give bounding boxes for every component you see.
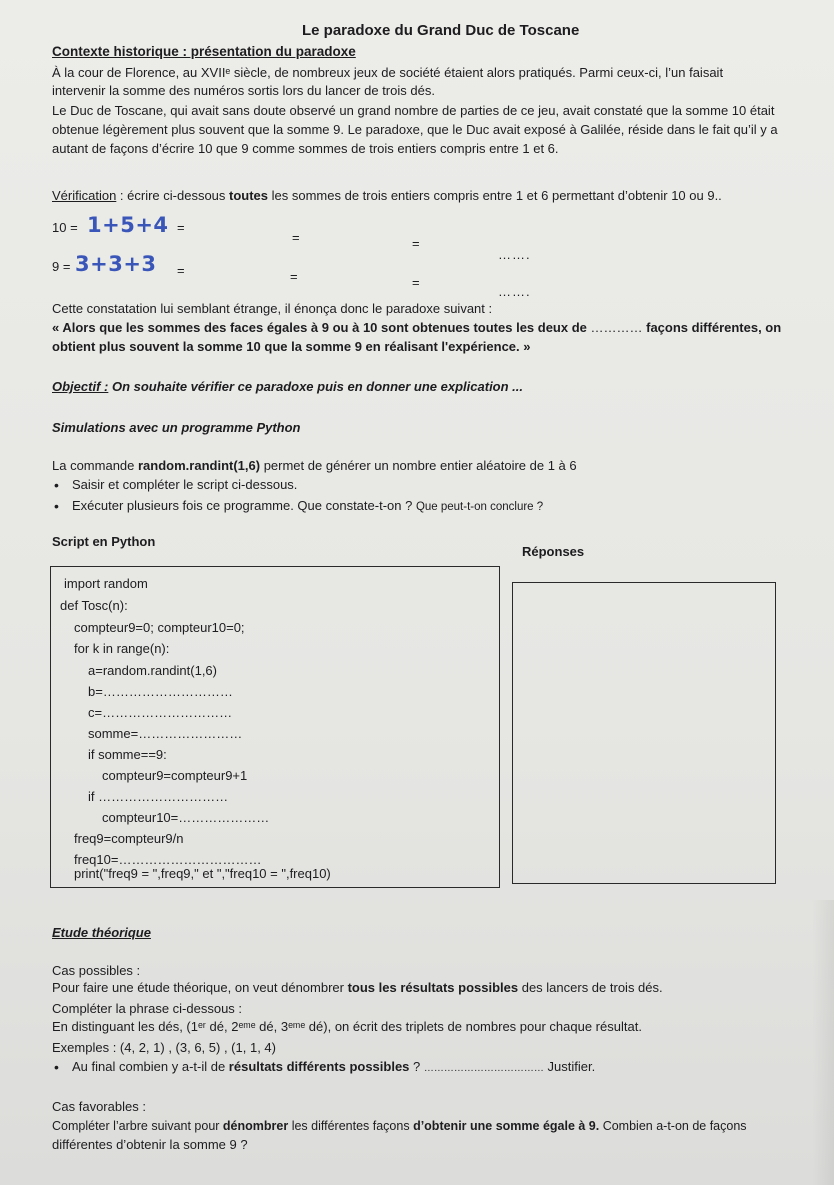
row10-eq-1: = (177, 220, 185, 235)
cp-text-c: des lancers de trois dés. (518, 980, 663, 995)
code-line: if ………………………… (88, 789, 229, 804)
objectif-text: On souhaite vérifier ce paradoxe puis en donner une explication ... (108, 379, 524, 394)
paradox-statement-line1 (52, 319, 781, 337)
answers-label: Réponses (522, 544, 585, 559)
row10-eq-2: = (292, 230, 300, 245)
bullet-execute-text: Exécuter plusieurs fois ce programme. Que constate-t-on ? (72, 498, 416, 513)
code-line: freq9=compteur9/n (74, 831, 184, 846)
complete-phrase: Compléter la phrase ci-dessous : (52, 1001, 243, 1016)
verification-instruction (52, 187, 722, 205)
verification-text-bold: toutes (229, 188, 269, 203)
justify-text: Justifier. (543, 1059, 596, 1074)
row10-eq-3: = (412, 236, 420, 251)
row9-dots: ……. (498, 284, 531, 299)
context-line: obtenue légèrement plus souvent que la somme 9. Le paradoxe, que le Duc avait exposé à Galilée, réside dans le fait qu’il y a (52, 122, 778, 137)
code-line: if somme==9: (88, 747, 167, 762)
row10-label: 10 = (52, 220, 78, 235)
randint-text-a: La commande (52, 458, 138, 473)
possible-text-a: Au final combien y a-t-il de (72, 1059, 229, 1074)
row9-label: 9 = (52, 259, 71, 274)
context-line: À la cour de Florence, au XVIIᵉ siècle, de nombreux jeux de société étaient alors pratiqués. Parmi ceux-ci, l’un faisait (52, 65, 724, 80)
bullet-conclude-text: Que peut-t-on conclure ? (415, 501, 544, 513)
code-line: freq10=…………………………… (74, 852, 262, 867)
row9-eq-2: = (290, 269, 298, 284)
theory-heading: Etude théorique (52, 925, 151, 940)
answers-box[interactable] (512, 582, 776, 884)
possible-text-b: résultats différents possibles (228, 1059, 410, 1074)
randint-description (52, 457, 577, 475)
row10-dots: ……. (498, 247, 531, 262)
cas-favorables-line1 (52, 1117, 747, 1135)
cf-text-a: Compléter l’arbre suivant pour (52, 1119, 223, 1133)
constatation-line1: Cette constatation lui semblant étrange, il énonça donc le paradoxe suivant : (52, 301, 493, 316)
cp-text-a: Pour faire une étude théorique, on veut dénombrer (52, 980, 348, 995)
paradox-statement-line2: obtient plus souvent la somme 10 que la somme 9 en réalisant l'expérience. » (52, 339, 531, 354)
code-line: compteur10=………………… (102, 810, 270, 825)
page-edge-shadow (812, 900, 834, 1185)
row9-eq-1: = (177, 263, 185, 278)
bullet-complete-script: • Saisir et compléter le script ci-dessous. (72, 476, 297, 494)
code-line: import random (64, 576, 148, 591)
context-line: autant de façons d’écrire 10 que 9 comme sommes de trois entiers compris entre 1 et 6. (52, 141, 559, 156)
code-line: somme=…………………… (88, 726, 243, 741)
randint-text-c: permet de générer un nombre entier aléatoire de 1 à 6 (260, 458, 577, 473)
bullet-possible-results (72, 1058, 595, 1078)
objectif-line (52, 378, 523, 396)
paradox-text-a: « Alors que les sommes des faces égales à 9 ou à 10 sont obtenues toutes les deux de (52, 320, 591, 335)
verification-label: Vérification (52, 188, 117, 203)
verification-text-pre: : écrire ci-dessous (116, 188, 230, 203)
code-line: b=………………………… (88, 684, 233, 699)
code-line: print("freq9 = ",freq9," et ","freq10 = ",freq10) (74, 866, 331, 881)
page-title: Le paradoxe du Grand Duc de Toscane (302, 22, 580, 39)
code-line: for k in range(n): (74, 641, 170, 656)
code-line: compteur9=compteur9+1 (102, 768, 248, 783)
objectif-label: Objectif : (52, 379, 109, 394)
paradox-text-b: façons différentes, on (642, 320, 782, 335)
randint-command: random.randint(1,6) (138, 458, 261, 473)
cp-text-b: tous les résultats possibles (347, 980, 519, 995)
cas-possibles-label: Cas possibles : (52, 963, 141, 978)
simulations-heading: Simulations avec un programme Python (52, 420, 301, 435)
code-line: a=random.randint(1,6) (88, 663, 217, 678)
possible-blank: ……………………………… (423, 1063, 544, 1074)
context-line: Le Duc de Toscane, qui avait sans doute observé un grand nombre de parties de ce jeu, avait constaté que la somme 10 était (52, 103, 775, 118)
cas-possibles-line (52, 979, 663, 997)
cas-favorables-line2: différentes d’obtenir la somme 9 ? (52, 1137, 248, 1152)
cf-text-b: dénombrer (222, 1119, 289, 1133)
possible-text-c: ? (409, 1059, 424, 1074)
examples-line: Exemples : (4, 2, 1) , (3, 6, 5) , (1, 1, 4) (52, 1040, 276, 1055)
cf-text-d: d’obtenir une somme égale à 9. (413, 1119, 600, 1133)
bullet-execute-program (72, 497, 543, 516)
verification-text-post: les sommes de trois entiers compris entre 1 et 6 permettant d’obtenir 10 ou 9.. (268, 188, 722, 203)
code-line: def Tosc(n): (60, 598, 128, 613)
cf-text-e: Combien a-t-on de façons (599, 1119, 747, 1133)
context-heading: Contexte historique : présentation du paradoxe (52, 44, 356, 59)
context-line: intervenir la somme des numéros sortis lors du lancer de trois dés. (52, 83, 435, 98)
cf-text-c: les différentes façons (288, 1119, 414, 1133)
code-line: compteur9=0; compteur10=0; (74, 620, 245, 635)
code-line: c=………………………… (88, 705, 233, 720)
distinguish-dice: En distinguant les dés, (1ᵉʳ dé, 2ᵉᵐᵉ dé, 3ᵉᵐᵉ dé), on écrit des triplets de nombres pour chaque résultat. (52, 1019, 642, 1034)
paradox-blank: ………… (590, 320, 643, 335)
row10-handwritten-answer: 1+5+4 (87, 213, 169, 237)
cas-favorables-label: Cas favorables : (52, 1099, 146, 1114)
row9-eq-3: = (412, 275, 420, 290)
script-label: Script en Python (52, 534, 156, 549)
row9-handwritten-answer: 3+3+3 (75, 252, 157, 276)
